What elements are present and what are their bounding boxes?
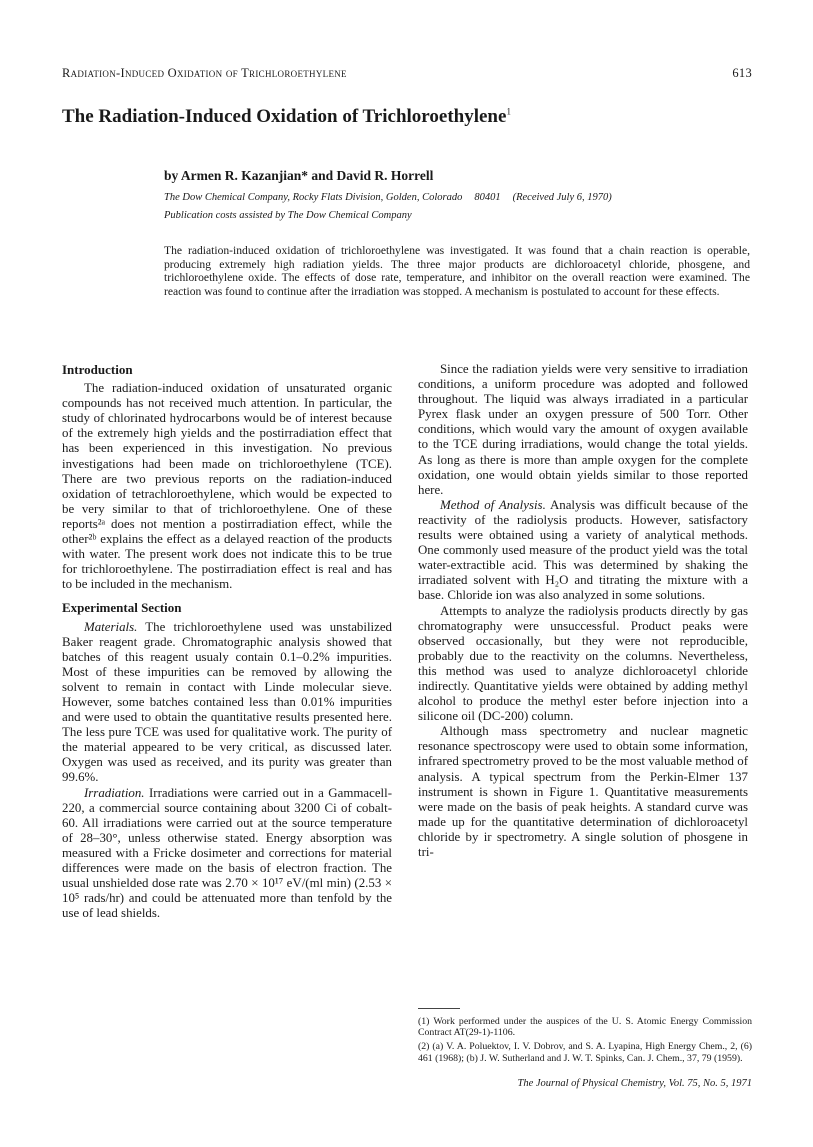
intro-paragraph: The radiation-induced oxidation of unsaturated organic compounds has not received much attention. In particular, the study of chlorinated hydrocarbons would be of interest because of the extremely high yields and the postirradiation effect that has been experienced in this investigation. No previous investigations had been made on trichloroethylene (TCE). There are two previous reports on the radiation-induced oxidation of tetrachloroethylene, which would be expected to be very similar to that of trichloroethylene. One of these reports²ᵃ does not mention a postirradiation effect, while the other²ᵇ explains the effect as a delayed reaction of the products with water. The present work does not indicate this to be true for trichloroethylene. The postirradiation effect is real and has to be included in the mechanism. <box>62 381 392 592</box>
page-number: 613 <box>732 66 752 80</box>
irradiation-paragraph <box>62 786 392 922</box>
materials-label: Materials. <box>84 619 138 634</box>
right-paragraph-1: Since the radiation yields were very sensitive to irradiation conditions, a uniform procedure was adopted and followed throughout. The liquid was always irradiated in a particular Pyrex flask under an oxygen pressure of 500 Torr. Other conditions, which would vary the amount of oxygen available to the TCE during irradiations, would change the total yields. As long as there is more than ample oxygen for the complete oxidation, one would obtain yields similar to those reported here. <box>418 362 748 497</box>
footnote-1: (1) Work performed under the auspices of the U. S. Atomic Energy Commission Contract AT(29-1)-1106. <box>418 1016 752 1039</box>
method-paragraph <box>418 498 748 604</box>
article-title: The Radiation-Induced Oxidation of Trichloroethylene <box>62 106 507 127</box>
method-label: Method of Analysis. <box>440 497 546 512</box>
running-head <box>62 66 752 81</box>
title-footnote-marker: 1 <box>506 106 511 117</box>
affiliation-line <box>164 192 754 203</box>
right-column <box>418 362 748 860</box>
right-paragraph-3: Attempts to analyze the radiolysis products directly by gas chromatography were unsuccessful. Product peaks were observed occasionally, but they were not reproducible, probably due to the reactivity on the columns. Nevertheless, this method was used to analyze dichloroacetyl chloride indirectly. Quantitative yields were obtained by adding methyl alcohol to produce the methyl ester before injection into a silicone oil (DC-200) column. <box>418 603 748 724</box>
article-title-block <box>62 106 752 128</box>
materials-paragraph <box>62 620 392 786</box>
left-column <box>62 362 392 921</box>
affiliation: The Dow Chemical Company, Rocky Flats Division, Golden, Colorado <box>164 192 463 203</box>
irradiation-text: Irradiations were carried out in a Gammacell-220, a commercial source containing about 3200 Ci of cobalt-60. All irradiations were carried out at the source temperature of 28–30°, unless otherwise stated. Energy absorption was measured with a Fricke dosimeter and corrections for material differences were made on the basis of electron fraction. The usual unshielded dose rate was 2.70 × 10¹⁷ eV/(ml min) (2.53 × 10⁵ rads/hr) and could be attenuated more than tenfold by the use of lead shields. <box>62 785 393 921</box>
received-date: (Received July 6, 1970) <box>512 192 612 203</box>
right-paragraph-4: Although mass spectrometry and nuclear magnetic resonance spectroscopy were used to obtain some information, infrared spectrometry proved to be the most valuable method of analysis. A typical spectrum from the Perkin-Elmer 137 instrument is shown in Figure 1. Quantitative measurements were made on the basis of peak heights. A standard curve was made up for the quantitative determination of dichloroacetyl chloride by ir spectrometry. A single solution of phosgene in tri- <box>418 724 748 859</box>
running-title: Radiation-Induced Oxidation of Trichloroethylene <box>62 66 347 80</box>
publication-note: Publication costs assisted by The Dow Chemical Company <box>164 210 412 221</box>
footnotes <box>418 1016 752 1067</box>
method-text: Analysis was difficult because of the reactivity of the radiolysis products. However, satisfactory results were obtained using a variety of analytical methods. One commonly used measure of the product yield was the total water-extractible acid. This was determined by shaking the irradiated solvent with H₂O and titrating the mixture with a base. Chloride ion was also analyzed in some solutions. <box>418 497 748 603</box>
journal-footer: The Journal of Physical Chemistry, Vol. 75, No. 5, 1971 <box>517 1078 752 1089</box>
abstract: The radiation-induced oxidation of trichloroethylene was investigated. It was found that a chain reaction is operable, producing extremely high radiation yields. The three major products are dichloroacetyl chloride, phosgene, and trichloroethylene oxide. The effects of dose rate, temperature, and inhibitor on the overall reaction were examined. The reaction was found to continue after the irradiation was stopped. A mechanism is postulated to account for these effects. <box>164 244 750 298</box>
heading-introduction: Introduction <box>62 362 133 377</box>
authors: by Armen R. Kazanjian* and David R. Horrell <box>164 168 434 183</box>
footnote-2: (2) (a) V. A. Poluektov, I. V. Dobrov, and S. A. Lyapina, High Energy Chem., 2, (6) 461 (1968); (b) J. W. Sutherland and J. W. T. Spinks, Can. J. Chem., 37, 79 (1959). <box>418 1041 752 1064</box>
heading-experimental: Experimental Section <box>62 600 182 616</box>
materials-text: The trichloroethylene used was unstabilized Baker reagent grade. Chromatographic analysis showed that batches of this reagent usualy contain 0.1–0.2% impurities. Most of these impurities can be removed by allowing the solvent to remain in contact with Linde molecular sieve. However, some batches contained less than 0.01% impurities and were used to obtain the quantitative results presented here. The less pure TCE was used for qualitative work. The purity of the material appeared to be very critical, as discussed later. Oxygen was used as received, and its purity was greater than 99.6%. <box>62 619 392 785</box>
zip-code: 80401 <box>474 192 501 203</box>
footnote-rule <box>418 1008 460 1009</box>
irradiation-label: Irradiation. <box>84 785 145 800</box>
